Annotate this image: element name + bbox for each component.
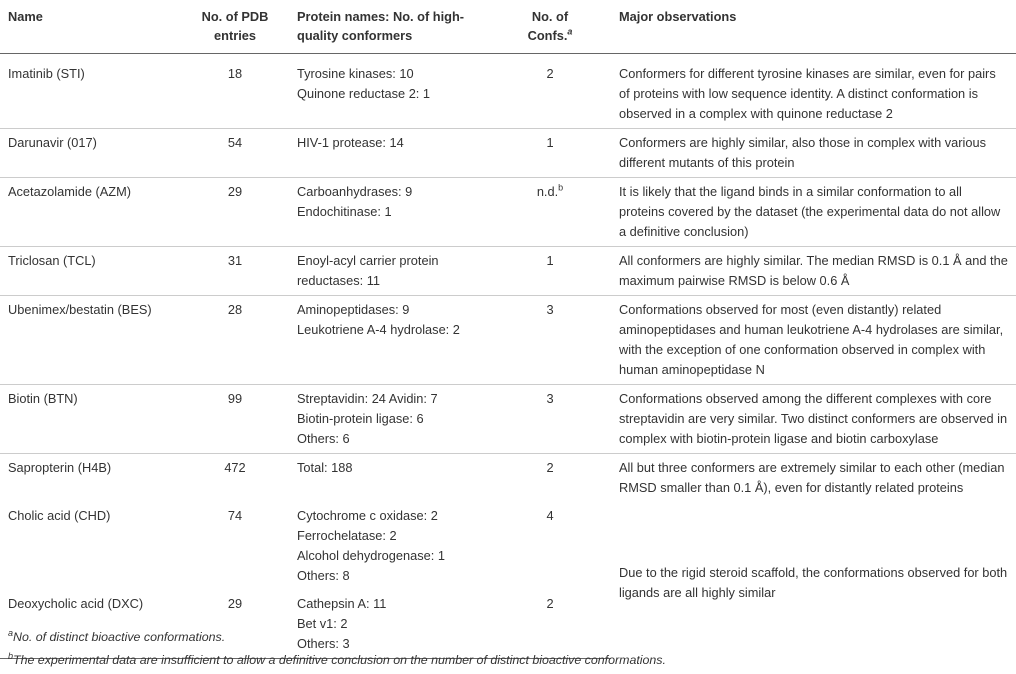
cell-pdb-entries: 31 <box>181 247 289 296</box>
footnote-a <box>8 627 226 644</box>
header-pdb-entries: No. of PDB entries <box>181 0 289 54</box>
cell-confs <box>489 296 611 385</box>
confs-footnote-mark: b <box>558 182 564 193</box>
confs-value: 3 <box>546 391 554 406</box>
confs-value: 4 <box>546 508 554 523</box>
cell-ligand-name: Imatinib (STI) <box>0 54 181 129</box>
header-row <box>0 0 1016 54</box>
header-protein-names: Protein names: No. of high-quality conformers <box>289 0 489 54</box>
table-row <box>0 247 1016 296</box>
cell-confs <box>489 129 611 178</box>
cell-pdb-entries: 472 <box>224 460 246 475</box>
protein-line: Streptavidin: 24 Avidin: 7 <box>297 391 438 406</box>
table-row <box>0 454 1016 503</box>
cell-observations: All conformers are highly similar. The median RMSD is 0.1 Å and the maximum pairwise RMSD is below 0.6 Å <box>611 247 1016 296</box>
header-major-observations: Major observations <box>611 0 1016 54</box>
cell-protein-names <box>289 178 489 247</box>
footnote-a-text: No. of distinct bioactive conformations. <box>13 630 226 644</box>
protein-line: Others: 3 <box>297 636 350 651</box>
confs-value: n.d. <box>536 184 559 199</box>
cell-protein-names <box>289 385 489 454</box>
confs-value: 1 <box>546 135 554 150</box>
protein-line: Tyrosine kinases: 10 <box>297 66 414 81</box>
cell-protein-names <box>289 590 489 659</box>
cell-confs <box>489 385 611 454</box>
cell-confs <box>489 178 611 247</box>
cell-protein-names <box>289 502 489 590</box>
protein-line: Alcohol dehydrogenase: 1 <box>297 548 445 563</box>
cell-protein-names <box>289 54 489 129</box>
protein-line: Quinone reductase 2: 1 <box>297 86 431 101</box>
footnote-b-mark: b <box>8 650 14 661</box>
footnote-b <box>8 650 666 667</box>
cell-pdb-entries: 99 <box>181 385 289 454</box>
cell-confs <box>489 454 611 503</box>
protein-line: Carboanhydrases: 9 <box>297 184 413 199</box>
protein-line: Enoyl-acyl carrier protein <box>297 253 439 268</box>
cell-pdb-entries: 28 <box>181 296 289 385</box>
cell-observations: All but three conformers are extremely similar to each other (median RMSD smaller than 0.1 Å), even for distantly related proteins <box>619 460 1005 495</box>
protein-line: Cytochrome c oxidase: 2 <box>297 508 438 523</box>
cell-protein-names <box>289 129 489 178</box>
table-row <box>0 178 1016 247</box>
cell-pdb-entries: 29 <box>181 178 289 247</box>
protein-line: Ferrochelatase: 2 <box>297 528 397 543</box>
table-row <box>0 502 1016 590</box>
protein-line: Others: 6 <box>297 431 350 446</box>
cell-confs <box>489 54 611 129</box>
header-confs-text: No. of Confs. <box>527 9 569 43</box>
protein-line: Total: 188 <box>297 460 353 475</box>
cell-observations: Conformers are highly similar, also those in complex with various different mutants of this protein <box>611 129 1016 178</box>
cell-ligand-name: Deoxycholic acid (DXC) <box>0 590 181 659</box>
table-row <box>0 296 1016 385</box>
footnote-b-text: The experimental data are insufficient to allow a definitive conclusion on the number of distinct bioactive conformations. <box>13 653 666 667</box>
table-body <box>0 54 1016 659</box>
cell-ligand-name: Biotin (BTN) <box>0 385 181 454</box>
header-name: Name <box>0 0 181 54</box>
footnote-a-mark: a <box>8 627 14 638</box>
cell-confs <box>489 247 611 296</box>
cell-ligand-name: Ubenimex/bestatin (BES) <box>0 296 181 385</box>
protein-line: Cathepsin A: 11 <box>297 596 387 611</box>
cell-protein-names <box>289 454 489 503</box>
protein-line: Leukotriene A-4 hydrolase: 2 <box>297 322 460 337</box>
cell-ligand-name: Cholic acid (CHD) <box>8 508 111 523</box>
cell-observations: Conformations observed among the different complexes with core streptavidin are very similar. Two distinct conformers are observed in complex with biotin-protein ligase and biotin carboxylase <box>611 385 1016 454</box>
cell-pdb-entries: 18 <box>181 54 289 129</box>
cell-ligand-name: Sapropterin (H4B) <box>8 460 112 475</box>
header-confs-footnote-mark: a <box>567 26 573 37</box>
cell-pdb-entries: 29 <box>181 590 289 659</box>
protein-line: Bet v1: 2 <box>297 616 348 631</box>
confs-value: 2 <box>546 596 554 611</box>
cell-confs <box>489 502 611 590</box>
confs-value: 1 <box>546 253 554 268</box>
cell-observations: It is likely that the ligand binds in a similar conformation to all proteins covered by the dataset (the experimental data do not allow a definitive conclusion) <box>611 178 1016 247</box>
cell-protein-names <box>289 247 489 296</box>
protein-line: HIV-1 protease: 14 <box>297 135 404 150</box>
cell-ligand-name: Triclosan (TCL) <box>0 247 181 296</box>
confs-value: 3 <box>546 302 554 317</box>
protein-line: Aminopeptidases: 9 <box>297 302 410 317</box>
protein-line: reductases: 11 <box>297 273 380 288</box>
header-confs <box>489 0 611 54</box>
cell-confs <box>489 590 611 659</box>
table-row <box>0 385 1016 454</box>
cell-observations: Conformers for different tyrosine kinases are similar, even for pairs of proteins with low sequence identity. A distinct conformation is observed in a complex with quinone reductase 2 <box>611 54 1016 129</box>
cell-observations-merged: Due to the rigid steroid scaffold, the conformations observed for both ligands are all highly similar <box>619 565 1008 601</box>
cell-observations: Conformations observed for most (even distantly) related aminopeptidases and human leukotriene A-4 hydrolases are similar, with the exception of one conformation observed in complex with human aminopeptidase N <box>611 296 1016 385</box>
confs-value: 2 <box>546 460 554 475</box>
cell-pdb-entries: 74 <box>227 508 243 523</box>
protein-line: Endochitinase: 1 <box>297 204 392 219</box>
cell-ligand-name: Acetazolamide (AZM) <box>0 178 181 247</box>
table-row <box>0 129 1016 178</box>
cell-pdb-entries: 54 <box>181 129 289 178</box>
confs-value: 2 <box>546 66 554 81</box>
cell-ligand-name: Darunavir (017) <box>0 129 181 178</box>
table-row <box>0 54 1016 129</box>
protein-line: Biotin-protein ligase: 6 <box>297 411 424 426</box>
protein-line: Others: 8 <box>297 568 350 583</box>
cell-protein-names <box>289 296 489 385</box>
